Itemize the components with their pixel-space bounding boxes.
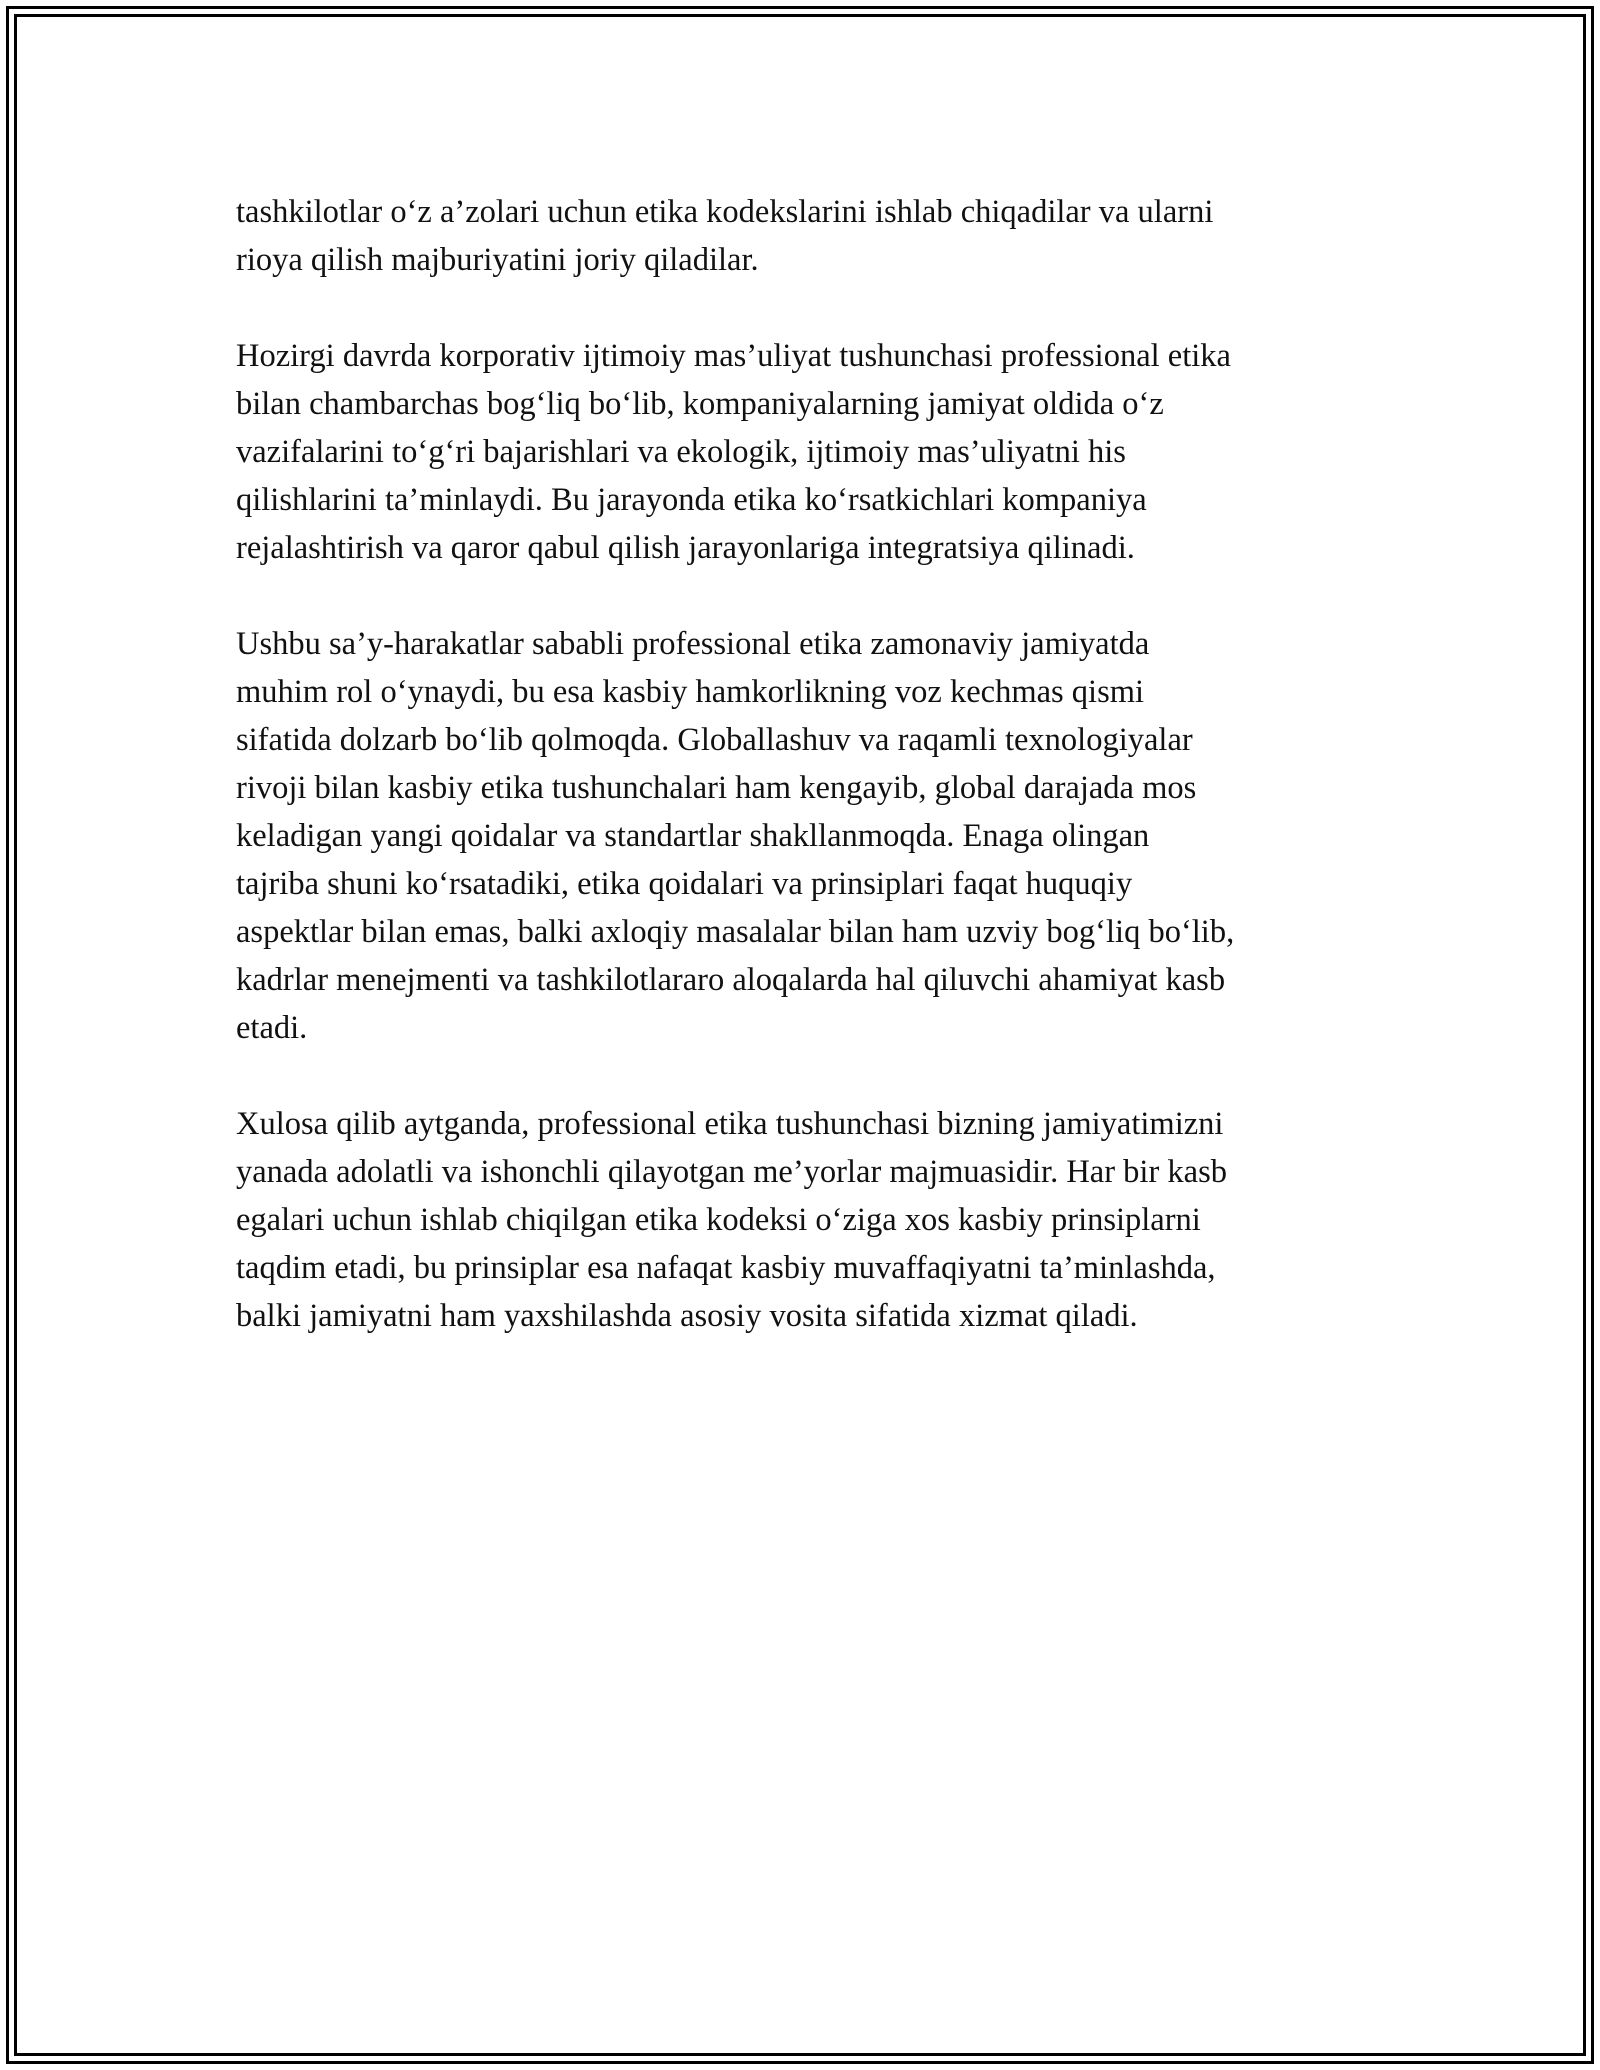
paragraph-4: Xulosa qilib aytganda, professional etika tushunchasi bizning jamiyatimizni yanada adolatli va ishonchli qilayotgan me’yorlar majmuasidir. Har bir kasb egalari uchun ishlab chiqilgan etika kodeksi o‘ziga xos kasbiy prinsiplarni taqdim etadi, bu prinsiplar esa nafaqat kasbiy muvaffaqiyatni ta’minlashda, balki jamiyatni ham yaxshilashda asosiy vosita sifatida xizmat qiladi. — [236, 1106, 1227, 1334]
paragraph-3: Ushbu sa’y-harakatlar sababli professional etika zamonaviy jamiyatda muhim rol o‘ynaydi, bu esa kasbiy hamkorlikning voz kechmas qismi sifatida dolzarb bo‘lib qolmoqda. Globallashuv va raqamli texnologiyalar rivoji bilan kasbiy etika tushunchalari ham kengayib, global darajada mos keladigan yangi qoidalar va standartlar shakllanmoqda. Enaga olingan tajriba shuni ko‘rsatadiki, etika qoidalari va prinsiplari faqat huquqiy aspektlar bilan emas, balki axloqiy masalalar bilan ham uzviy bog‘liq bo‘lib, kadrlar menejmenti va tashkilotlararo aloqalarda hal qiluvchi ahamiyat kasb etadi. — [236, 626, 1235, 1046]
paragraph-2: Hozirgi davrda korporativ ijtimoiy mas’uliyat tushunchasi professional etika bilan chambarchas bog‘liq bo‘lib, kompaniyalarning jamiyat oldida o‘z vazifalarini to‘g‘ri bajarishlari va ekologik, ijtimoiy mas’uliyatni his qilishlarini ta’minlaydi. Bu jarayonda etika ko‘rsatkichlari kompaniya rejalashtirish va qaror qabul qilish jarayonlariga integratsiya qilinadi. — [236, 338, 1231, 566]
paragraph-1: tashkilotlar o‘z a’zolari uchun etika kodekslarini ishlab chiqadilar va ularni rioya qilish majburiyatini joriy qiladilar. — [236, 194, 1214, 278]
document-body — [236, 188, 1366, 1388]
